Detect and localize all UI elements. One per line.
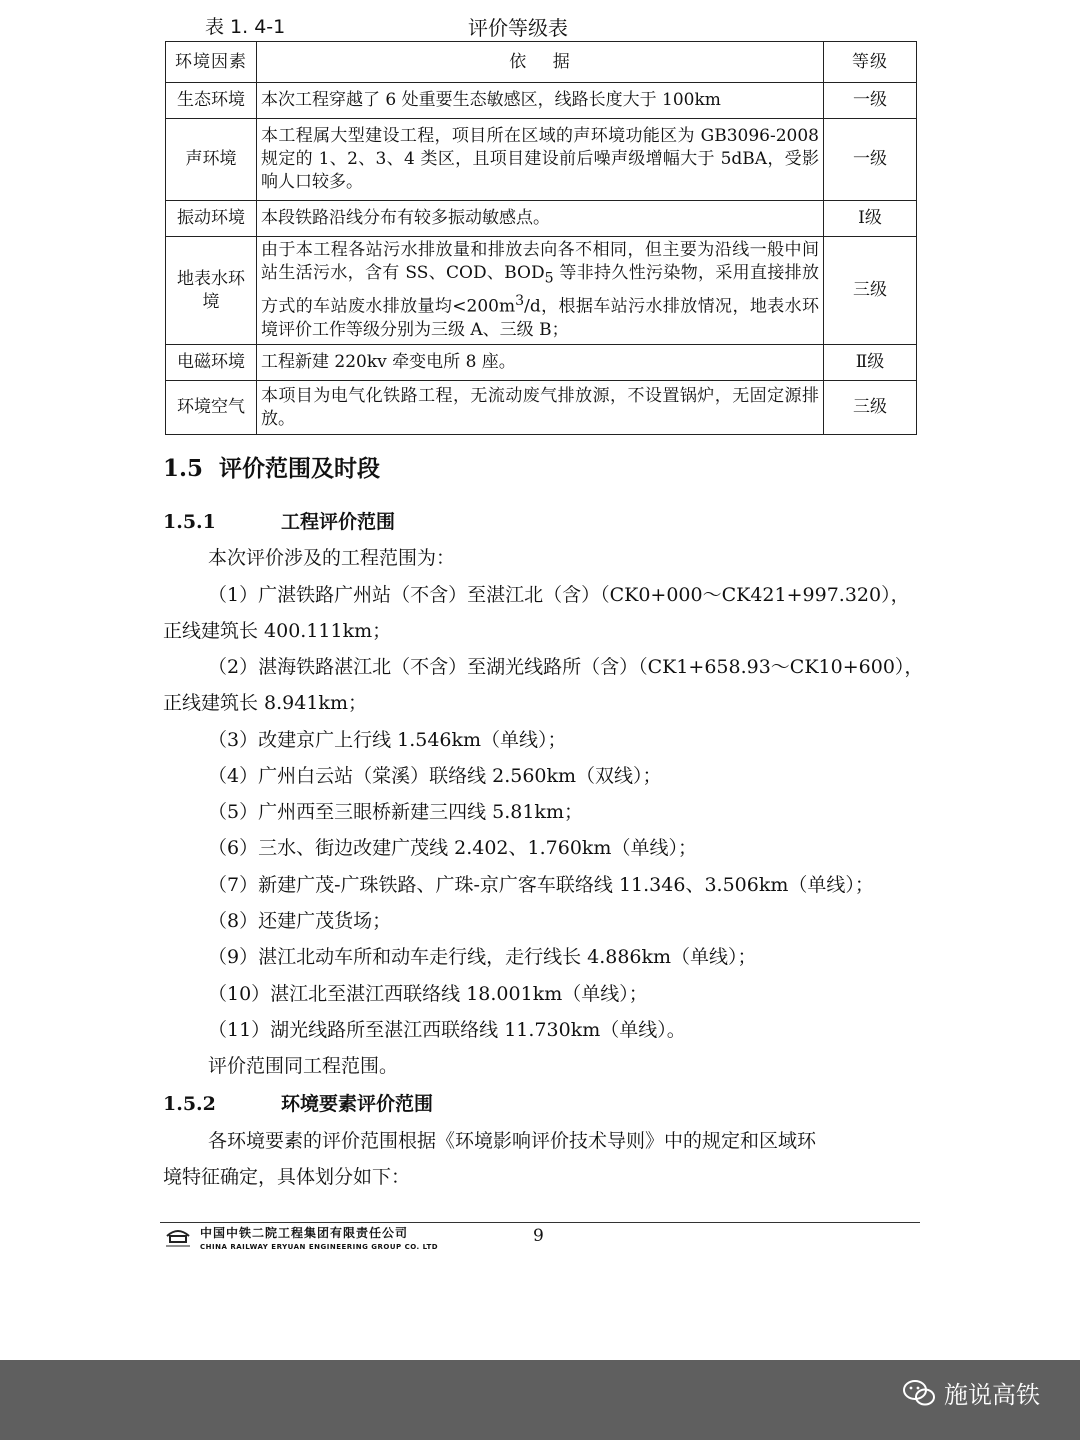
table-row xyxy=(166,381,917,435)
basis-text-b: 等非持久性污染物，采用直接排放方式的车站废水排放量均<200m xyxy=(261,263,819,318)
paragraph-line: 各环境要素的评价范围根据《环境影响评价技术导则》中的规定和区域环 xyxy=(208,1130,817,1152)
section-heading-1-5 xyxy=(163,450,380,483)
subscript: 5 xyxy=(544,270,554,287)
intro-text: 本次评价涉及的工程范围为： xyxy=(208,547,456,569)
header-level: 等级 xyxy=(824,42,917,83)
paragraph-line: 境特征确定，具体划分如下： xyxy=(163,1166,411,1188)
row-factor: 生态环境 xyxy=(166,83,257,119)
footer-company-cn: 中国中铁二院工程集团有限责任公司 xyxy=(200,1226,409,1240)
watermark-text: 施说高铁 xyxy=(944,1381,1040,1409)
row-factor: 地表水环境 xyxy=(166,237,257,345)
table-row xyxy=(166,83,917,119)
list-item: （6）三水、街边改建广茂线 2.402、1.760km（单线）； xyxy=(208,837,697,859)
header-basis: 依 据 xyxy=(257,42,824,83)
table-title: 评价等级表 xyxy=(468,16,568,40)
watermark xyxy=(902,1375,1040,1410)
list-item: （4）广州白云站（棠溪）联络线 2.560km（双线）； xyxy=(208,765,662,787)
footer-divider xyxy=(160,1222,920,1223)
row-basis: 本段铁路沿线分布有较多振动敏感点。 xyxy=(257,201,824,237)
section-heading-1-5-2 xyxy=(163,1089,433,1116)
list-item: （5）广州西至三眼桥新建三四线 5.81km； xyxy=(208,801,583,823)
section-title: 评价范围及时段 xyxy=(219,455,381,482)
row-level: 一级 xyxy=(824,83,917,119)
row-basis xyxy=(257,237,824,345)
company-logo-icon xyxy=(163,1224,193,1250)
row-level: 三级 xyxy=(824,381,917,435)
list-item: （10）湛江北至湛江西联络线 18.001km（单线）； xyxy=(208,983,648,1005)
section-number: 1.5 xyxy=(163,455,204,482)
wechat-icon xyxy=(902,1378,936,1408)
section-title: 工程评价范围 xyxy=(281,511,396,533)
header-factor: 环境因素 xyxy=(166,42,257,83)
row-level: Ⅱ级 xyxy=(824,345,917,381)
list-item-continued: 正线建筑长 8.941km； xyxy=(163,692,367,714)
table-row xyxy=(166,345,917,381)
table-caption: 表 1. 4-1 xyxy=(205,16,286,38)
list-item: （7）新建广茂-广珠铁路、广珠-京广客车联络线 11.346、3.506km（单线）； xyxy=(208,874,874,896)
list-item: （9）湛江北动车所和动车走行线，走行线长 4.886km（单线）； xyxy=(208,946,757,968)
list-item: （1）广湛铁路广州站（不含）至湛江北（含）（CK0+000～CK421+997.320）， xyxy=(208,584,910,606)
footer-company-en: CHINA RAILWAY ERYUAN ENGINEERING GROUP CO. LTD xyxy=(200,1243,439,1251)
page-number: 9 xyxy=(533,1226,544,1246)
section-heading-1-5-1 xyxy=(163,507,395,534)
list-item: （11）湖光线路所至湛江西联络线 11.730km（单线）。 xyxy=(208,1019,686,1041)
list-item: （3）改建京广上行线 1.546km（单线）； xyxy=(208,729,567,751)
grade-table xyxy=(165,41,917,435)
section-number: 1.5.2 xyxy=(163,1093,216,1115)
basis-text-c: /d，根据车站污水排放情况，地表水环境评价工作等级分别为三级 A、三级 B； xyxy=(261,297,820,341)
superscript: 3 xyxy=(515,293,525,310)
row-basis: 工程新建 220kv 牵变电所 8 座。 xyxy=(257,345,824,381)
conclusion-text: 评价范围同工程范围。 xyxy=(208,1055,399,1077)
row-basis: 本次工程穿越了 6 处重要生态敏感区，线路长度大于 100km xyxy=(257,83,824,119)
row-level: Ⅰ级 xyxy=(824,201,917,237)
table-row xyxy=(166,201,917,237)
table-row xyxy=(166,119,917,201)
row-factor: 环境空气 xyxy=(166,381,257,435)
row-factor: 振动环境 xyxy=(166,201,257,237)
row-level: 三级 xyxy=(824,237,917,345)
section-number: 1.5.1 xyxy=(163,511,216,533)
row-factor: 电磁环境 xyxy=(166,345,257,381)
table-row xyxy=(166,237,917,345)
row-basis: 本项目为电气化铁路工程，无流动废气排放源，不设置锅炉，无固定源排放。 xyxy=(257,381,824,435)
row-level: 一级 xyxy=(824,119,917,201)
section-title: 环境要素评价范围 xyxy=(281,1093,434,1115)
basis-text-a: 由于本工程各站污水排放量和排放去向各不相同，但主要为沿线一般中间站生活污水，含有 SS、COD、BOD xyxy=(261,240,819,283)
list-item: （2）湛海铁路湛江北（不含）至湖光线路所（含）（CK1+658.93～CK10+600）， xyxy=(208,656,924,678)
list-item: （8）还建广茂货场； xyxy=(208,910,392,932)
row-factor: 声环境 xyxy=(166,119,257,201)
row-basis: 本工程属大型建设工程，项目所在区域的声环境功能区为 GB3096-2008 规定的 1、2、3、4 类区，且项目建设前后噪声级增幅大于 5dBA，受影响人口较多。 xyxy=(257,119,824,201)
table-header-row xyxy=(166,42,917,83)
list-item-continued: 正线建筑长 400.111km； xyxy=(163,620,392,642)
